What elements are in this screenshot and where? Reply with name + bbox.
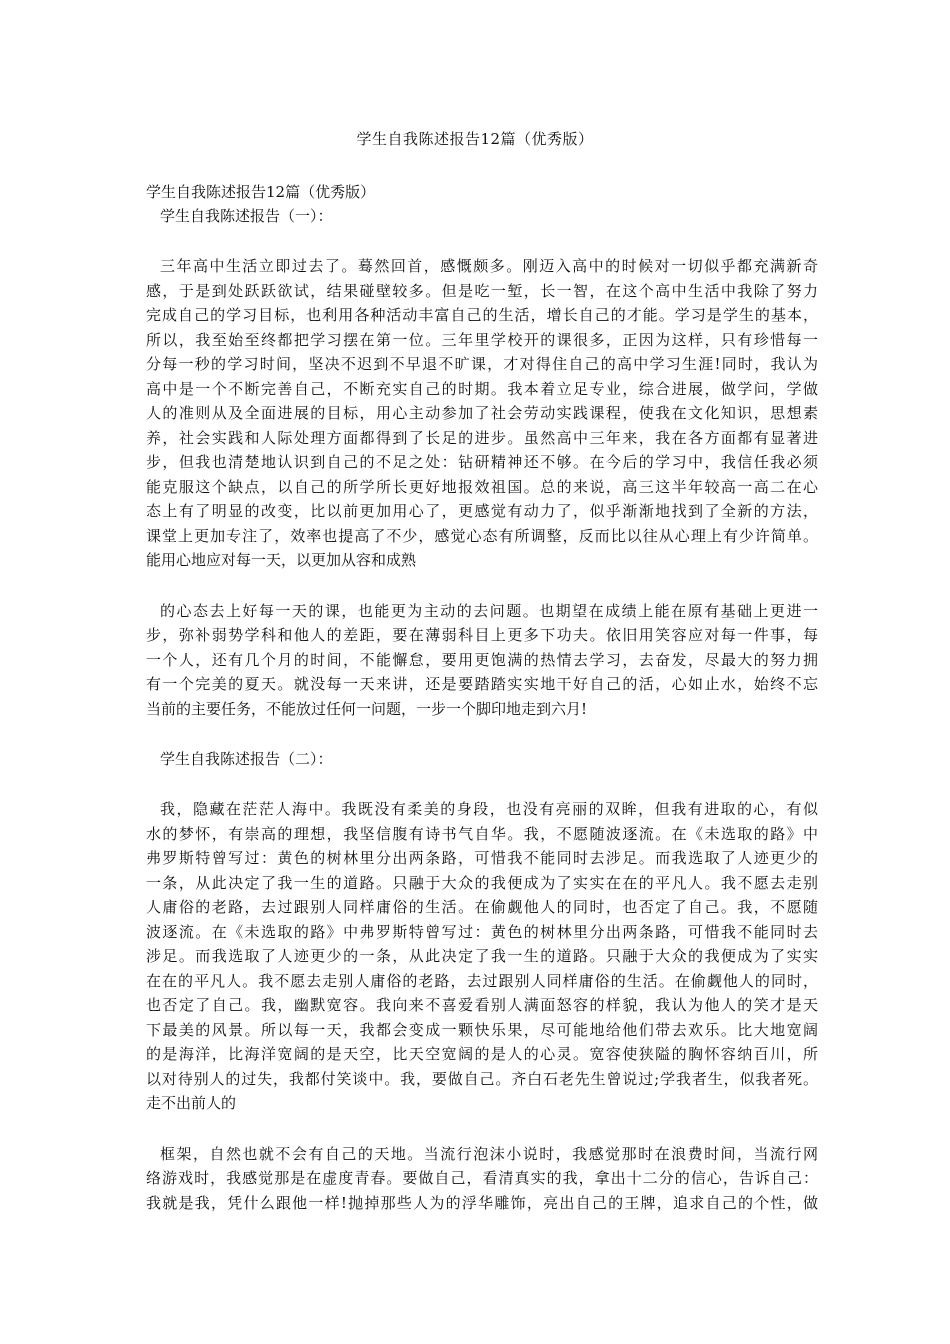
text-line: 我，隐藏在茫茫人海中。我既没有柔美的身段，也没有亮丽的双眸，但我有进取的心，有似: [160, 800, 818, 818]
document-subtitle: 学生自我陈述报告12篇（优秀版）: [146, 183, 376, 201]
text-line: 走不出前人的: [146, 1094, 237, 1112]
text-line: 水的梦怀，有崇高的理想，我坚信腹有诗书气自华。我，不愿随波逐流。在《未选取的路》中: [146, 824, 818, 843]
text-line: 能克服这个缺点，以自己的所学所长更好地报效祖国。总的来说，高三这半年较高一高二在心: [146, 477, 818, 496]
text-line: 弗罗斯特曾写过：黄色的树林里分出两条路，可惜我不能同时去涉足。而我选取了人迹更少的: [146, 849, 818, 867]
paragraph: [146, 797, 818, 1116]
text-line: 分每一秒的学习时间，坚决不迟到不早退不旷课，才对得住自己的高中学习生涯!同时，我认为: [146, 355, 818, 373]
text-line: 以对待别人的过失，我都付笑谈中。我，要做自己。齐白石老先生曾说过;学我者生，似我者死。: [146, 1069, 818, 1088]
text-line: 养，社会实践和人际处理方面都得到了长足的进步。虽然高中三年来，我在各方面都有显著进: [146, 428, 818, 447]
text-line: 人庸俗的老路，去过跟别人同样庸俗的生活。在偷觑他人的同时，也否定了自己。我，不愿随: [146, 898, 818, 916]
text-line: 波逐流。在《未选取的路》中弗罗斯特曾写过：黄色的树林里分出两条路，可惜我不能同时去: [146, 922, 818, 941]
text-line: 感，于是到处跃跃欲试，结果碰壁较多。但是吃一堑，长一智，在这个高中生活中我除了努力: [146, 281, 818, 300]
text-line: 步，弥补弱势学科和他人的差距，要在薄弱科目上更多下功夫。依旧用笑容应对每一件事，每: [146, 626, 818, 644]
text-line: 下最美的风景。所以每一天，我都会变成一颗快乐果，尽可能地给他们带去欢乐。比大地宽阔: [146, 1020, 818, 1039]
text-line: 络游戏时，我感觉那是在虚度青春。要做自己，看清真实的我，拿出十二分的信心，告诉自己：: [146, 1169, 818, 1187]
text-line: 能用心地应对每一天，以更加从容和成熟: [146, 551, 417, 569]
document-title: 学生自我陈述报告12篇（优秀版）: [356, 130, 594, 148]
text-line: 课堂上更加专注了，效率也提高了不少，感觉心态有所调整，反而比以往从心理上有少许简单。: [146, 526, 818, 545]
text-line: 的是海洋，比海洋宽阔的是天空，比天空宽阔的是人的心灵。宽容使狭隘的胸怀容纳百川，所: [146, 1045, 818, 1063]
text-line: 所以，我至始至终都把学习摆在第一位。三年里学校开的课很多，正因为这样，只有珍惜每一: [146, 330, 818, 349]
text-line: 在在的平凡人。我不愿去走别人庸俗的老路，去过跟别人同样庸俗的生活。在偷觑他人的同时，: [146, 971, 818, 990]
section-heading: 学生自我陈述报告（二）：: [160, 750, 333, 768]
text-line: 当前的主要任务，不能放过任何一问题，一步一个脚印地走到六月!: [146, 699, 588, 718]
text-line: 涉足。而我选取了人迹更少的一条，从此决定了我一生的道路。只融于大众的我便成为了实实: [146, 947, 818, 965]
text-line: 人的准则从及全面进展的目标，用心主动参加了社会劳动实践课程，使我在文化知识，思想素: [146, 404, 818, 422]
text-line: 态上有了明显的改变，比以前更加用心了，更感觉有动力了，似乎渐渐地找到了全新的方法，: [146, 502, 818, 520]
text-line: 完成自己的学习目标，也利用各种活动丰富自己的生活，增长自己的才能。学习是学生的基本，: [146, 306, 818, 324]
text-line: 一个人，还有几个月的时间，不能懈怠，要用更饱满的热情去学习，去奋发，尽最大的努力拥: [146, 650, 818, 669]
document-body: [146, 180, 818, 1215]
paragraph: [146, 254, 818, 573]
text-line: 也否定了自己。我，幽默宽容。我向来不喜爱看别人满面怒容的样貌，我认为他人的笑才是天: [146, 996, 818, 1014]
text-line: 一条，从此决定了我一生的道路。只融于大众的我便成为了实实在在的平凡人。我不愿去走别: [146, 873, 818, 892]
paragraph: [146, 599, 818, 722]
paragraph: [146, 1142, 818, 1216]
text-line: 步，但我也清楚地认识到自己的不足之处：钻研精神还不够。在今后的学习中，我信任我必须: [146, 453, 818, 471]
text-line: 有一个完美的夏天。就没每一天来讲，还是要踏踏实实地干好自己的活，心如止水，始终不忘: [146, 675, 818, 693]
text-line: 框架，自然也就不会有自己的天地。当流行泡沫小说时，我感觉那时在浪费时间，当流行网: [160, 1144, 818, 1163]
text-line: 三年高中生活立即过去了。蓦然回首，感慨颇多。刚迈入高中的时候对一切似乎都充满新奇: [160, 257, 818, 275]
text-line: 高中是一个不断完善自己，不断充实自己的时期。我本着立足专业，综合进展，做学问，学做: [146, 379, 818, 398]
text-line: 的心态去上好每一天的课，也能更为主动的去问题。也期望在成绩上能在原有基础上更进一: [160, 601, 818, 620]
section-heading: 学生自我陈述报告（一）：: [160, 207, 333, 225]
text-line: 我就是我，凭什么跟他一样!抛掉那些人为的浮华雕饰，亮出自己的王牌，追求自己的个性，做: [146, 1193, 818, 1212]
